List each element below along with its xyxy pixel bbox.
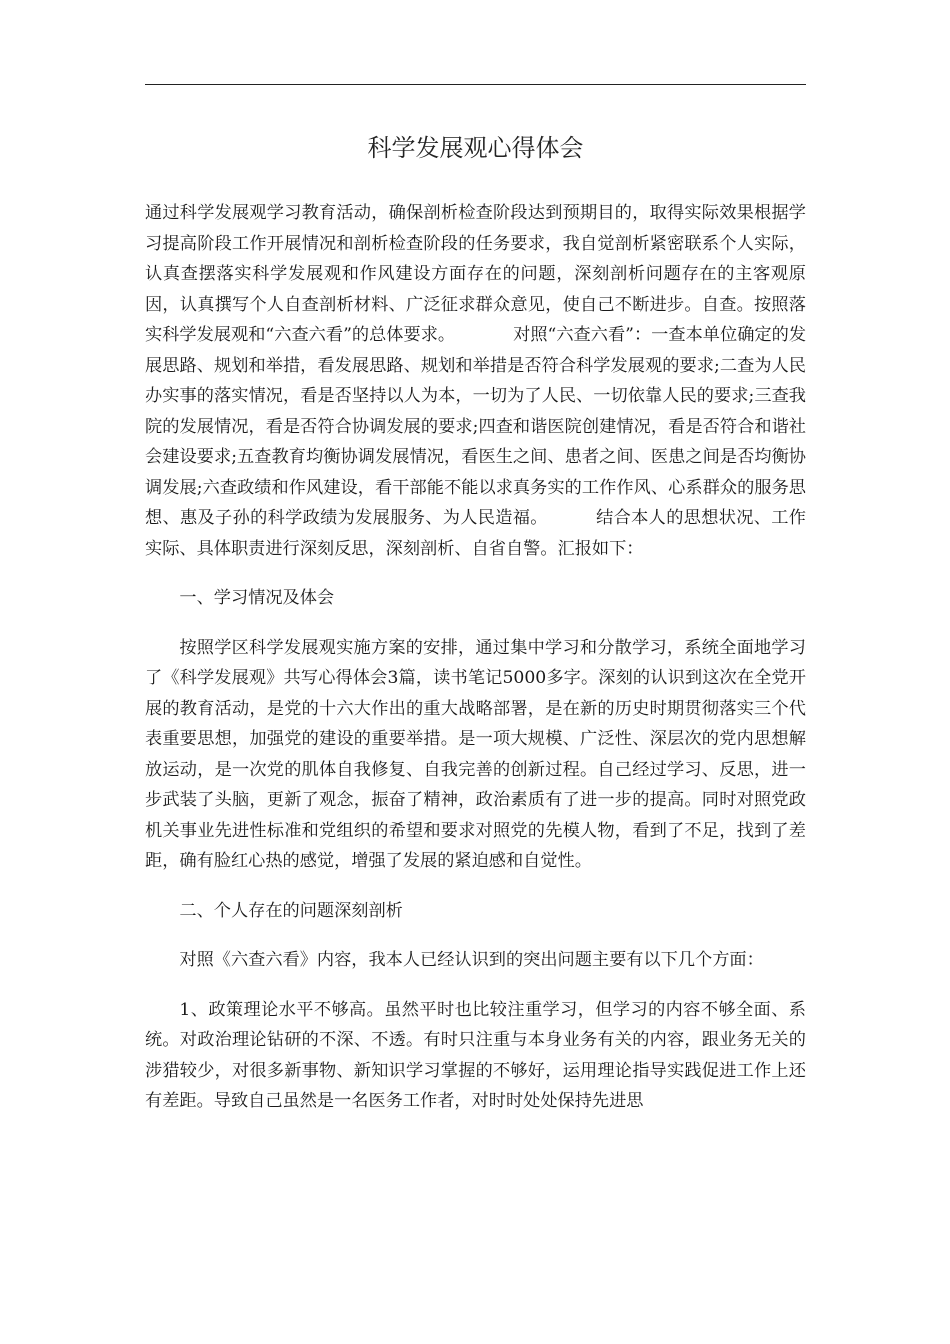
section2-lead-paragraph: 对照《六查六看》内容，我本人已经认识到的突出问题主要有以下几个方面：: [179, 950, 764, 970]
document-title: 科学发展观心得体会: [367, 134, 584, 162]
intro-part3: 结合本人的思想状况、工作实际、具体职责进行深刻反思，深刻剖析、自省自警。汇报如下：: [145, 508, 806, 559]
section2-item1-paragraph: 1、政策理论水平不够高。虽然平时也比较注重学习，但学习的内容不够全面、系统。对政治理论钻研的不深、不透。有时只注重与本身业务有关的内容，跟业务无关的涉猎较少，对很多新事物、新知识学习掌握的不够好，运用理论指导实践促进工作上还有差距。导致自己虽然是一名医务工作者，对时时处处保持先进思: [145, 999, 806, 1111]
intro-part2: 对照“六查六看”：一查本单位确定的发展思路、规划和举措，看发展思路、规划和举措是否符合科学发展观的要求;二查为人民办实事的落实情况，看是否坚持以人为本，一切为了人民、一切依靠人民的要求;三查我院的发展情况，看是否符合协调发展的要求;四查和谐医院创建情况，看是否符合和谐社会建设要求;五查教育均衡协调发展情况，看医生之间、患者之间、医患之间是否均衡协调发展;六查政绩和作风建设，看干部能不能以求真务实的工作作风、心系群众的服务思想、惠及子孙的科学政绩为发展服务、为人民造福。: [145, 325, 807, 528]
section1-heading: 一、学习情况及体会: [179, 588, 335, 608]
intro-part1: 通过科学发展观学习教育活动，确保剖析检查阶段达到预期目的，取得实际效果根据学习提高阶段工作开展情况和剖析检查阶段的任务要求，我自觉剖析紧密联系个人实际，认真查摆落实科学发展观和作风建设方面存在的问题，深刻剖析问题存在的主客观原因，认真撰写个人自查剖析材料、广泛征求群众意见，使自己不断进步。自查。按照落实科学发展观和“六查六看”的总体要求。: [145, 203, 806, 345]
intro-paragraph: [145, 198, 806, 564]
header-rule: [145, 84, 806, 85]
section2-heading: 二、个人存在的问题深刻剖析: [179, 900, 403, 921]
section1-paragraph: 按照学区科学发展观实施方案的安排，通过集中学习和分散学习，系统全面地学习了《科学发展观》共写心得体会3篇，读书笔记5000多字。深刻的认识到这次在全党开展的教育活动，是党的十六大作出的重大战略部署，是在新的历史时期贯彻落实三个代表重要思想，加强党的建设的重要举措。是一项大规模、广泛性、深层次的党内思想解放运动，是一次党的肌体自我修复、自我完善的创新过程。自己经过学习、反思，进一步武装了头脑，更新了观念，振奋了精神，政治素质有了进一步的提高。同时对照党政机关事业先进性标准和党组织的希望和要求对照党的先模人物，看到了不足，找到了差距，确有脸红心热的感觉，增强了发展的紧迫感和自觉性。: [145, 637, 806, 871]
document-body: [145, 198, 806, 1117]
